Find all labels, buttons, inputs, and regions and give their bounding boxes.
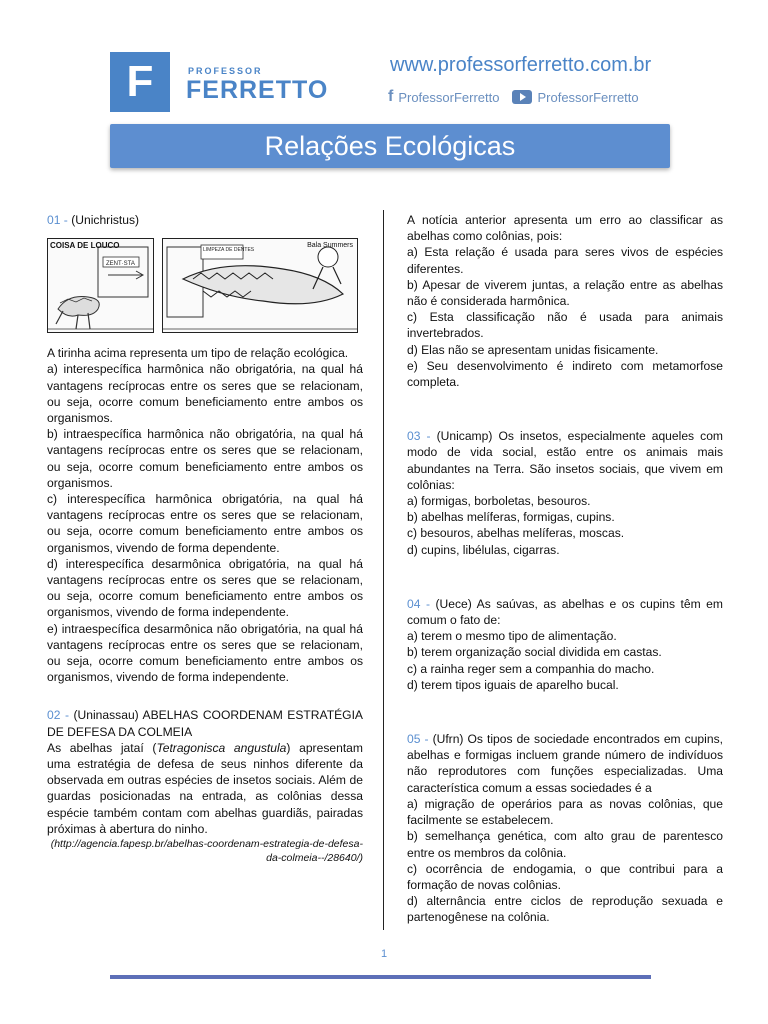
option-b: b) abelhas melíferas, formigas, cupins. [407, 510, 615, 525]
page-number: 1 [380, 948, 388, 960]
question-number: 03 - [407, 429, 431, 444]
option-a: a) Esta relação é usada para seres vivos de espécies diferentes. [407, 245, 723, 276]
footer-bar [110, 975, 651, 979]
question-02-header [47, 707, 363, 739]
youtube-icon [512, 90, 532, 104]
question-source: (Unicamp) Os insetos, especialmente aqueles com modo de vida social, estão entre os animais mais abundantes na Terra. São insetos sociais, que vivem em colônias: [407, 429, 723, 492]
question-01-header [47, 212, 363, 228]
question-source: (Uninassau) ABELHAS COORDENAM ESTRATÉGIA DE DEFESA DA COLMEIA [47, 708, 363, 739]
website-link[interactable]: www.professorferretto.com.br [390, 54, 652, 76]
facebook-icon: f [388, 88, 394, 105]
question-05-header [407, 731, 723, 796]
left-column [47, 212, 363, 865]
question-03-header [407, 428, 723, 493]
question-02-continuation: A notícia anterior apresenta um erro ao classificar as abelhas como colônias, pois: [407, 213, 723, 244]
option-c: c) ocorrência de endogamia, o que contribui para a formação de novas colônias. [407, 861, 723, 892]
column-divider [383, 210, 384, 930]
question-source: (Ufrn) Os tipos de sociedade encontrados em cupins, abelhas e formigas incluem grande número de indivíduos não reprodutores com funções especializadas. Uma característica comum a essas sociedades é a [407, 732, 723, 795]
brand-logo [110, 52, 170, 112]
option-d: d) Elas não se apresentam unidas fisicamente. [407, 342, 659, 357]
question-source: (Uece) As saúvas, as abelhas e os cupins têm em comum o fato de: [407, 596, 723, 628]
option-b: b) intraespecífica harmônica não obrigatória, na qual há vantagens recíprocas entre os seres que se relacionam, ou seja, ocorre comum beneficiamento entre ambos os organismos. [47, 427, 363, 490]
option-c: c) a rainha reger sem a companhia do macho. [407, 661, 655, 676]
logo-letter: F [126, 57, 154, 106]
question-02-text [47, 740, 363, 837]
social-links [388, 88, 639, 106]
species-name: Tetragonisca angustula [156, 740, 287, 755]
option-b: b) terem organização social dividida em castas. [407, 645, 662, 660]
option-d: d) terem tipos iguais de aparelho bucal. [407, 677, 619, 692]
comic-sign-2: LIMPEZA DE DENTES [203, 247, 255, 254]
option-b: b) semelhança genética, com alto grau de parentesco entre os membros da colônia. [407, 829, 723, 860]
option-a: a) terem o mesmo tipo de alimentação. [407, 629, 617, 644]
option-a: a) interespecífica harmônica não obrigatória, na qual há vantagens recíprocas entre os seres que se relacionam, ou seja, ocorre comum beneficiamento entre ambos os organismos. [47, 362, 363, 426]
option-e: e) intraespecífica desarmônica não obrigatória, na qual há vantagens recíprocas entre os seres que se relacionam, ou seja, ocorre comum beneficiamento entre ambos os organismos, vivendo de forma independente. [47, 621, 363, 685]
citation: (http://agencia.fapesp.br/abelhas-coordenam-estrategia-de-defesa-da-colmeia--/28640/) [50, 838, 363, 865]
option-a: a) formigas, borboletas, besouros. [407, 494, 591, 509]
question-source: (Unichristus) [71, 213, 140, 227]
comic-sign-1: ZENT·STA [106, 261, 135, 268]
option-d: d) interespecífica desarmônica obrigatória, na qual há vantagens recíprocas entre os seres que se relacionam, ou seja, ocorre comum beneficiamento entre ambos os organismos, vivendo de forma independente. [47, 556, 363, 620]
text-segment: As abelhas jataí ( [47, 740, 157, 755]
right-column [407, 212, 723, 926]
question-04-header [407, 596, 723, 628]
title-banner [110, 124, 670, 168]
option-c: c) besouros, abelhas melíferas, moscas. [407, 526, 625, 541]
comic-panel-1 [47, 238, 154, 333]
option-e: e) Seu desenvolvimento é indireto com metamorfose completa. [407, 358, 723, 390]
comic-panel-2 [162, 238, 358, 333]
option-c: c) interespecífica harmônica obrigatória, na qual há vantagens recíprocas entre os seres que se relacionam, ou seja, ocorre comum beneficiamento entre ambos os organismos, vivendo de forma dependente. [47, 492, 363, 555]
question-number: 05 - [407, 732, 429, 747]
comic-title: COISA DE LOUCO [50, 241, 120, 251]
brand-subtitle: PROFESSOR [188, 66, 263, 76]
question-01-stem: A tirinha acima representa um tipo de relação ecológica. [47, 346, 349, 361]
option-b: b) Apesar de viverem juntas, a relação entre as abelhas não é considerada harmônica. [407, 277, 723, 309]
comic-strip [47, 238, 363, 333]
comic-credit: Bala Summers [307, 242, 353, 250]
youtube-link[interactable]: ProfessorFerretto [537, 89, 639, 105]
option-d: d) alternância entre ciclos de reprodução sexuada e partenogênese na colônia. [407, 894, 723, 925]
question-number: 04 - [407, 596, 430, 611]
question-number: 01 - [47, 213, 68, 227]
option-c: c) Esta classificação não é usada para animais invertebrados. [407, 310, 723, 341]
text-segment: ) apresentam uma estratégia de defesa de seus ninhos diferente da observada em outras espécies de insetos sociais. Além de guardas posicionadas na entrada, as colônias dessa espécie também contam com abelhas guardiãs, pairadas próximas à abertura do ninho. [47, 740, 363, 836]
facebook-link[interactable]: ProfessorFerretto [398, 89, 500, 105]
question-number: 02 - [47, 708, 69, 723]
brand-name: FERRETTO [186, 76, 329, 104]
option-a: a) migração de operários para as novas colônias, que facilmente se estabelecem. [407, 796, 723, 828]
option-d: d) cupins, libélulas, cigarras. [407, 542, 560, 557]
page-title: Relações Ecológicas [264, 131, 516, 161]
